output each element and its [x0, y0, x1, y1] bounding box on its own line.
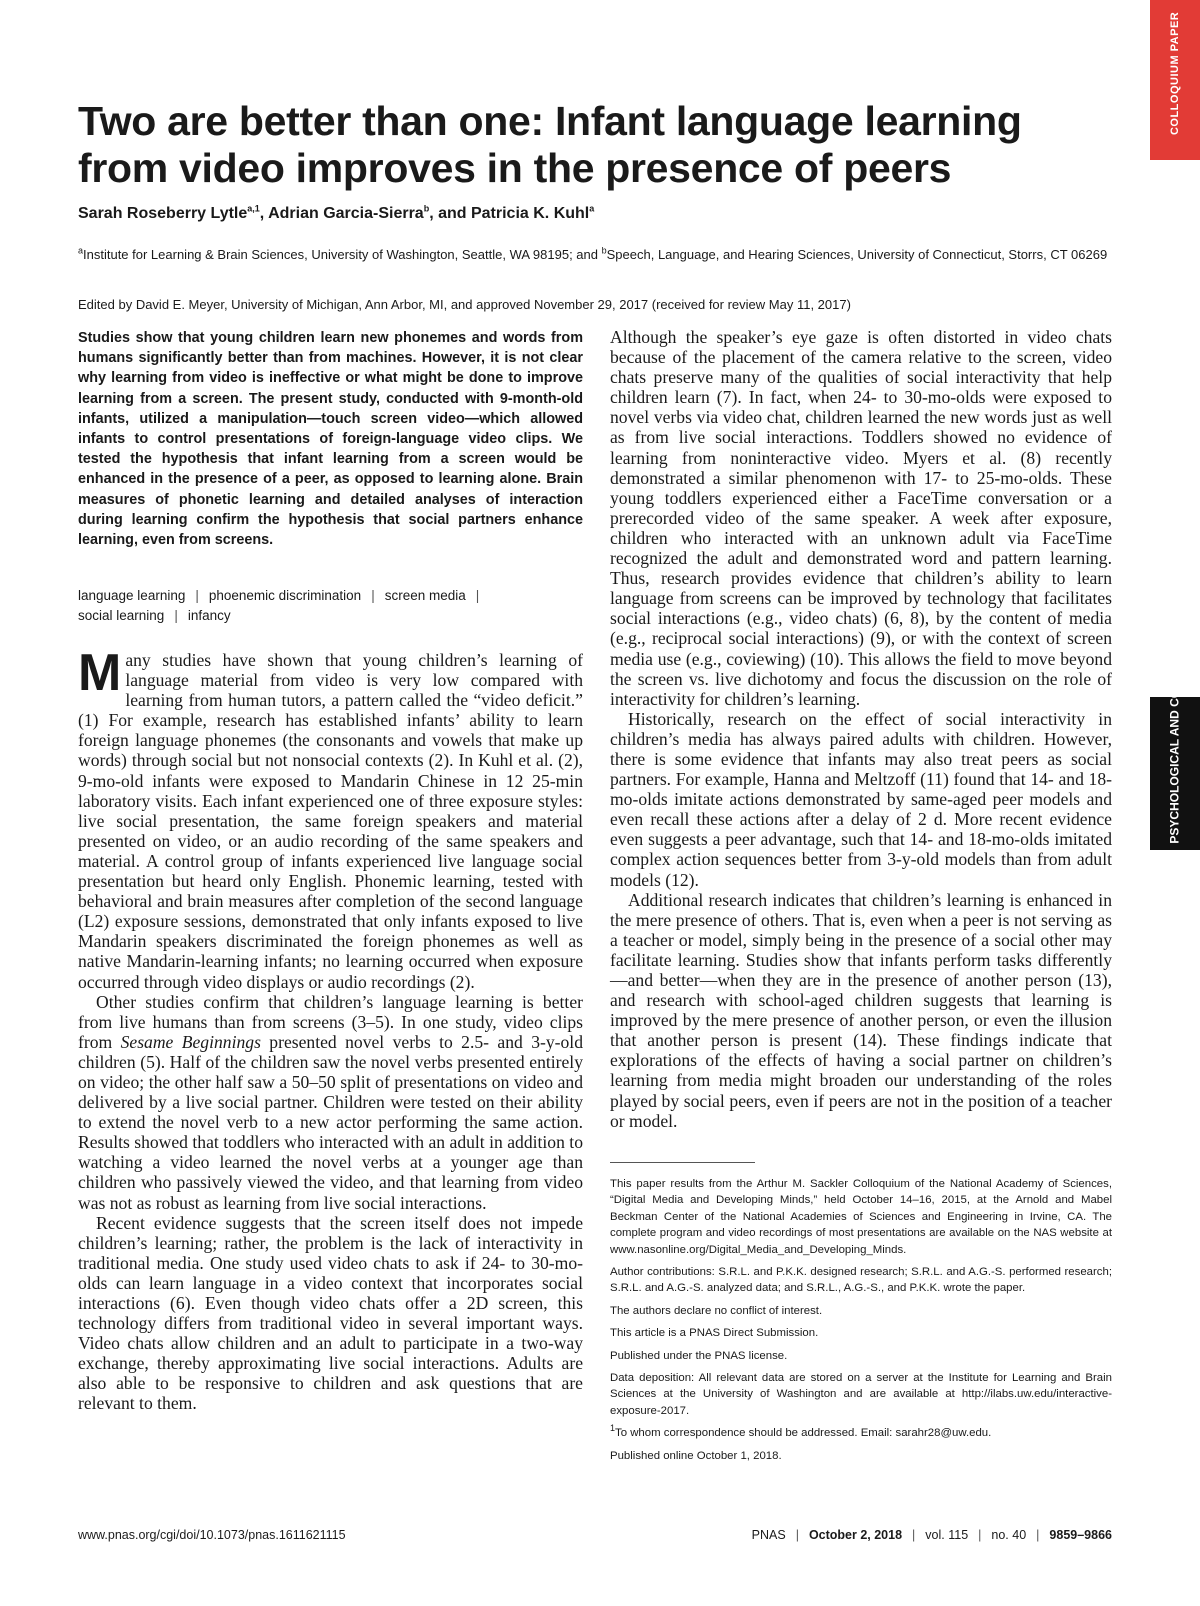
edited-by: Edited by David E. Meyer, University of Michigan, Ann Arbor, MI, and approved November 29, 2017 (received for review May 11, 2017) [78, 297, 851, 312]
keyword-separator: | [371, 588, 375, 603]
author-name: Patricia K. Kuhl [470, 205, 590, 222]
footnote-correspondence [610, 1425, 1112, 1441]
body-paragraph [78, 992, 583, 1213]
paragraph-text: Other studies confirm that children’s language learning is better from live humans than from screens (3–5). In one study, video clips from [78, 991, 583, 1052]
keyword: phoenemic discrimination [208, 588, 362, 603]
section-label: PSYCHOLOGICAL AND COGNITIVE SCIENCES [1167, 576, 1182, 844]
section-tab [1150, 576, 1200, 850]
citation-separator: | [1036, 1528, 1040, 1542]
body-paragraph [78, 644, 583, 992]
author-affiliation-sup: a,1 [247, 203, 260, 214]
correspondence-text: To whom correspondence should be addressed. Email: sarahr28@uw.edu. [615, 1427, 992, 1440]
footnote-published: Published online October 1, 2018. [610, 1449, 782, 1462]
affiliation-text: Speech, Language, and Hearing Sciences, University of Connecticut, Storrs, CT 06269 [606, 247, 1108, 262]
keyword: social learning [78, 608, 165, 623]
keyword: infancy [187, 608, 231, 623]
author-separator: , [259, 205, 269, 222]
body-paragraph: Historically, research on the effect of social interactivity in children’s media has always paired adults with children. However, there is some evidence that infants may also treat peers as social partners. For example, Hanna and Meltzoff (11) found that 14- and 18-mo-olds imitate actions demonstrated by same-aged peer models and even recall these actions after a delay of 2 d. More recent evidence even suggests a peer advantage, such that 14- and 18-mo-olds imitated complex action sequences better from 3-y-old models than from adult models (12). [610, 708, 1112, 890]
body-paragraph: Additional research indicates that children’s learning is enhanced in the mere presence of others. That is, even when a peer is not serving as a teacher or model, simply being in the presence of a social other may facilitate learning. Studies show that infants perform tasks differently—and better—when they are in the presence of another person (13), and research with school-aged children suggests that learning is improved by the mere presence of another person, or even the illusion that another person is present (14). These findings indicate that explorations of the effects of having a social partner on children’s learning from media might broaden our understanding of the roles played by social peers, even if peers are not in the position of a teacher or model. [610, 889, 1112, 1131]
author-list [78, 205, 594, 223]
issue-date: October 2, 2018 [808, 1528, 903, 1542]
journal-citation [752, 1528, 1112, 1542]
keyword-separator: | [475, 588, 480, 603]
issue-number: no. 40 [991, 1528, 1027, 1542]
author-affiliation-sup: a [589, 203, 595, 214]
footnote-colloquium: This paper results from the Arthur M. Sackler Colloquium of the National Academy of Sciences, “Digital Media and Developing Minds,” held October 14–16, 2015, at the Arnold and Mabel Beckman Center of the National Academies of Sciences and Engineering in Irvine, CA. The complete program and video recordings of most presentations are available on the NAS website at www.nasonline.org/Digital_Media_and_Developing_Minds. [610, 1178, 1112, 1256]
journal-name: PNAS [751, 1528, 786, 1542]
footnote-license: Published under the PNAS license. [610, 1349, 788, 1362]
keyword: screen media [384, 588, 466, 603]
author-name: Adrian Garcia-Sierra [268, 205, 424, 222]
body-paragraph: Recent evidence suggests that the screen itself does not impede children’s learning; rather, the problem is the lack of interactivity in traditional media. One study used video chats to ask if 24- to 30-mo-olds can learn language in a video context that incorporates social interactions (6). Even though video chats offer a 2D screen, this technology differs from traditional video in several important ways. Video chats allow children and an adult to participate in a two-way exchange, thereby approximating live social interactions. Adults are also able to be responsive to children and ask questions that are relevant to them. [78, 1212, 583, 1414]
abstract: Studies show that young children learn new phonemes and words from humans significantly better than from machines. However, it is not clear why learning from video is ineffective or what might be done to improve learning from a screen. The present study, conducted with 9-month-old infants, utilized a manipulation—touch screen video—which allowed infants to control presentations of foreign-language video clips. We tested the hypothesis that infant learning from a screen would be enhanced in the presence of a peer, as opposed to learning alone. Brain measures of phonetic learning and detailed analyses of interaction during learning confirm the hypothesis that social partners enhance learning, even from screens. [78, 330, 583, 549]
footnote-divider [610, 1162, 755, 1163]
author-name: Sarah Roseberry Lytle [78, 205, 248, 222]
body-column-left [78, 644, 583, 1414]
footnote-deposition: Data deposition: All relevant data are stored on a server at the Institute for Learning and Brain Sciences at the University of Washington and are available at http://ilabs.uw.edu/interactive-exposure-2017. [610, 1372, 1112, 1417]
colloquium-paper-tab [1150, 0, 1200, 160]
page-range: 9859–9866 [1049, 1528, 1112, 1542]
footnote-contributions: Author contributions: S.R.L. and P.K.K. designed research; S.R.L. and A.G.-S. performed research; S.R.L. and A.G.-S. analyzed data; and S.R.L., A.G.-S., and P.K.K. wrote the paper. [610, 1266, 1112, 1295]
citation-separator: | [978, 1528, 982, 1542]
footnote-conflict: The authors declare no conflict of interest. [610, 1304, 823, 1317]
author-affiliation-sup: b [423, 203, 430, 214]
footnote-submission: This article is a PNAS Direct Submission. [610, 1327, 819, 1340]
paragraph-italic: Sesame Beginnings [120, 1031, 261, 1052]
volume: vol. 115 [925, 1528, 969, 1542]
drop-cap: M [78, 644, 122, 702]
body-paragraph: Although the speaker’s eye gaze is often distorted in video chats because of the placement of the camera relative to the screen, video chats preserve many of the qualities of social interactivity that help children learn (7). In fact, when 24- to 30-mo-olds were exposed to novel verbs via video chat, children learned the new words just as well as from live social interactions. Toddlers showed no evidence of learning from noninteractive video. Myers et al. (8) recently demonstrated a similar phenomenon with 17- to 25-mo-olds. These young toddlers experienced either a FaceTime conversation or a prerecorded video of the same speaker. A week after exposure, children who interacted with an unknown adult via FaceTime recognized the adult and demonstrated word and pattern learning. Thus, research provides evidence that children’s ability to learn language from screens can be improved by technology that facilitates social interactions (e.g., video chats) (6, 8), by the content of media (e.g., reciprocal social interactions) (9), or with the context of screen media use (e.g., coviewing) (10). This allows the field to move beyond the screen vs. live dichotomy and focus the discussion on the role of interactivity for children’s learning. [610, 327, 1112, 709]
keyword-separator: | [195, 588, 199, 603]
keyword-separator: | [174, 608, 178, 623]
footnotes [610, 1176, 1112, 1470]
body-column-right [610, 327, 1112, 1131]
doi-link[interactable]: www.pnas.org/cgi/doi/10.1073/pnas.1611621115 [78, 1528, 346, 1542]
author-separator: , and [429, 205, 471, 222]
paragraph-text: any studies have shown that young children’s learning of language material from video is very low compared with learning from human tutors, a pattern called the “video deficit.” (1) For example, research has established infants’ ability to learn foreign language phonemes (the consonants and vowels that make up words) through social but not nonsocial contexts (2). In Kuhl et al. (2), 9-mo-old infants were exposed to Mandarin Chinese in 12 25-min laboratory visits. Each infant experienced one of three exposure styles: live social presentation, the same foreign speakers and material presented on video, or an audio recording of the same speakers and material. A control group of infants experienced live language social presentation but heard only English. Phonemic learning, tested with behavioral and brain measures after completion of the second language (L2) exposure sessions, demonstrated that only infants exposed to live Mandarin speakers discriminated the foreign phonemes as well as native Mandarin-learning infants; no learning occurred when exposure occurred through video displays or audio recordings (2). [78, 650, 583, 992]
affiliation-marker: a [78, 245, 84, 256]
colloquium-paper-label: COLLOQUIUM PAPER [1168, 11, 1181, 135]
affiliation-text: Institute for Learning & Brain Sciences, University of Washington, Seattle, WA 98195; and [83, 247, 602, 262]
affiliation-marker: b [601, 245, 607, 256]
citation-separator: | [912, 1528, 916, 1542]
article-title: Two are better than one: Infant language learning from video improves in the presence of peers [78, 98, 1022, 191]
keywords [78, 586, 583, 626]
correspondence-marker: 1 [610, 1423, 616, 1434]
keyword: language learning [78, 588, 186, 603]
paragraph-text: presented novel verbs to 2.5- and 3-y-old children (5). Half of the children saw the novel verbs presented entirely on video; the other half saw a 50–50 split of presentations on video and delivered by a live social partner. Children were tested on their ability to extend the novel verb to a new actor performing the same action. Results showed that toddlers who interacted with an adult in addition to watching a video learned the novel verbs at a younger age than children who passively viewed the video, and that learning from video was not as robust as learning from live social interactions. [78, 1031, 583, 1213]
citation-separator: | [795, 1528, 799, 1542]
affiliations [78, 246, 1118, 263]
